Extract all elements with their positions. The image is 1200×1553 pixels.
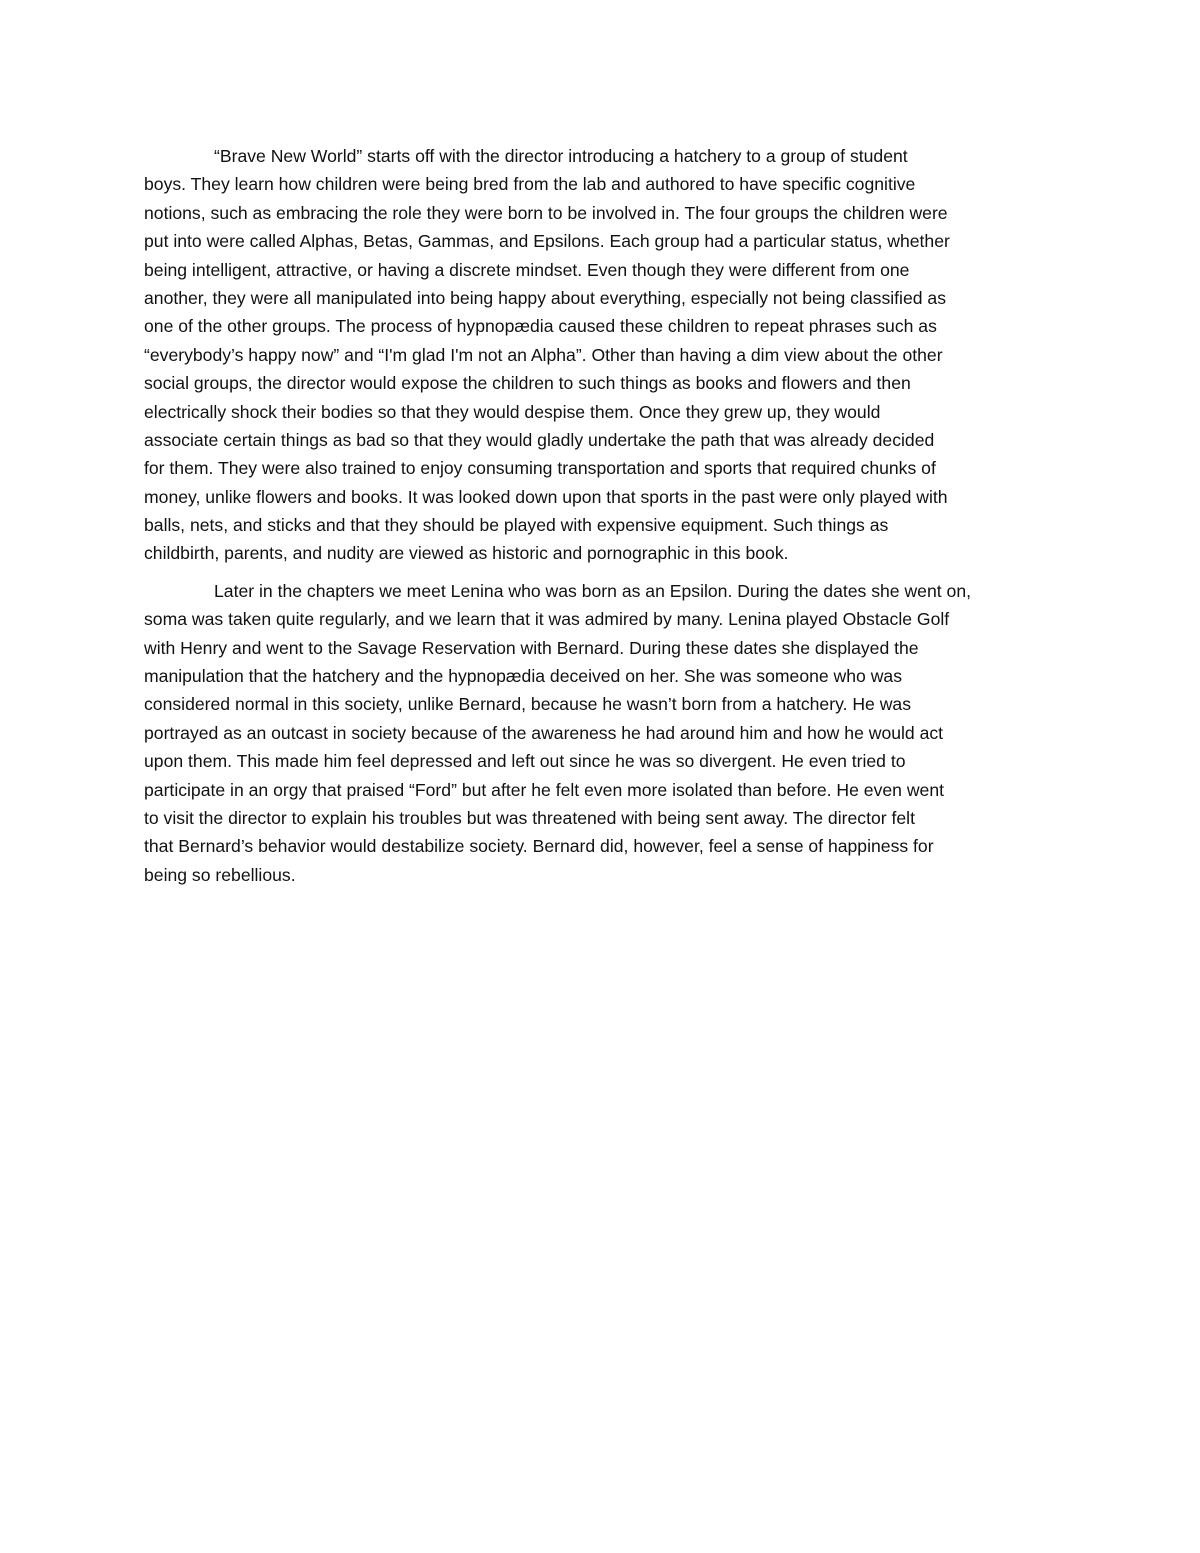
paragraph-line: balls, nets, and sticks and that they should be played with expensive equipment. Such things as (144, 515, 889, 536)
paragraph-line: social groups, the director would expose the children to such things as books and flowers and then (144, 373, 911, 394)
paragraph-line: electrically shock their bodies so that they would despise them. Once they grew up, they would (144, 401, 881, 422)
paragraph-2 (144, 577, 1064, 889)
paragraph-line: notions, such as embracing the role they were born to be involved in. The four groups the children were (144, 202, 948, 223)
paragraph-line: participate in an orgy that praised “Ford” but after he felt even more isolated than before. He even went (144, 779, 944, 800)
paragraph-line: portrayed as an outcast in society because of the awareness he had around him and how he would act (144, 722, 944, 743)
paragraph-line: for them. They were also trained to enjoy consuming transportation and sports that required chunks of (144, 458, 936, 479)
paragraph-line: upon them. This made him feel depressed and left out since he was so divergent. He even tried to (144, 751, 906, 772)
paragraph-line: another, they were all manipulated into being happy about everything, especially not being classified as (144, 287, 947, 308)
paragraph-line: that Bernard’s behavior would destabilize society. Bernard did, however, feel a sense of happiness for (144, 836, 934, 857)
paragraph-line: with Henry and went to the Savage Reservation with Bernard. During these dates she displayed the (144, 637, 919, 658)
paragraph-line: Later in the chapters we meet Lenina who was born as an Epsilon. During the dates she went on, (214, 580, 971, 601)
paragraph-line: “Brave New World” starts off with the director introducing a hatchery to a group of student (214, 146, 908, 166)
paragraph-line: manipulation that the hatchery and the hypnopædia deceived on her. She was someone who was (144, 666, 903, 687)
paragraph-line: being intelligent, attractive, or having a discrete mindset. Even though they were different from one (144, 259, 910, 280)
paragraph-line: childbirth, parents, and nudity are viewed as historic and pornographic in this book. (144, 543, 789, 564)
paragraph-line: soma was taken quite regularly, and we learn that it was admired by many. Lenina played Obstacle Golf (144, 609, 950, 630)
paragraph-line: boys. They learn how children were being bred from the lab and authored to have specific cognitive (144, 174, 916, 195)
essay-body (144, 142, 1064, 889)
paragraph-line: associate certain things as bad so that they would gladly undertake the path that was already decided (144, 429, 935, 450)
paragraph-line: put into were called Alphas, Betas, Gammas, and Epsilons. Each group had a particular status, whether (144, 231, 950, 252)
paragraph-line: to visit the director to explain his troubles but was threatened with being sent away. The director felt (144, 807, 915, 828)
paragraph-1 (144, 142, 1064, 568)
paragraph-line: “everybody’s happy now” and “I'm glad I'm not an Alpha”. Other than having a dim view about the other (144, 344, 943, 365)
paragraph-line: considered normal in this society, unlike Bernard, because he wasn’t born from a hatchery. He was (144, 694, 912, 715)
paragraph-line: being so rebellious. (144, 864, 296, 885)
paragraph-line: one of the other groups. The process of hypnopædia caused these children to repeat phrases such as (144, 316, 937, 337)
paragraph-line: money, unlike flowers and books. It was looked down upon that sports in the past were only played with (144, 486, 948, 507)
